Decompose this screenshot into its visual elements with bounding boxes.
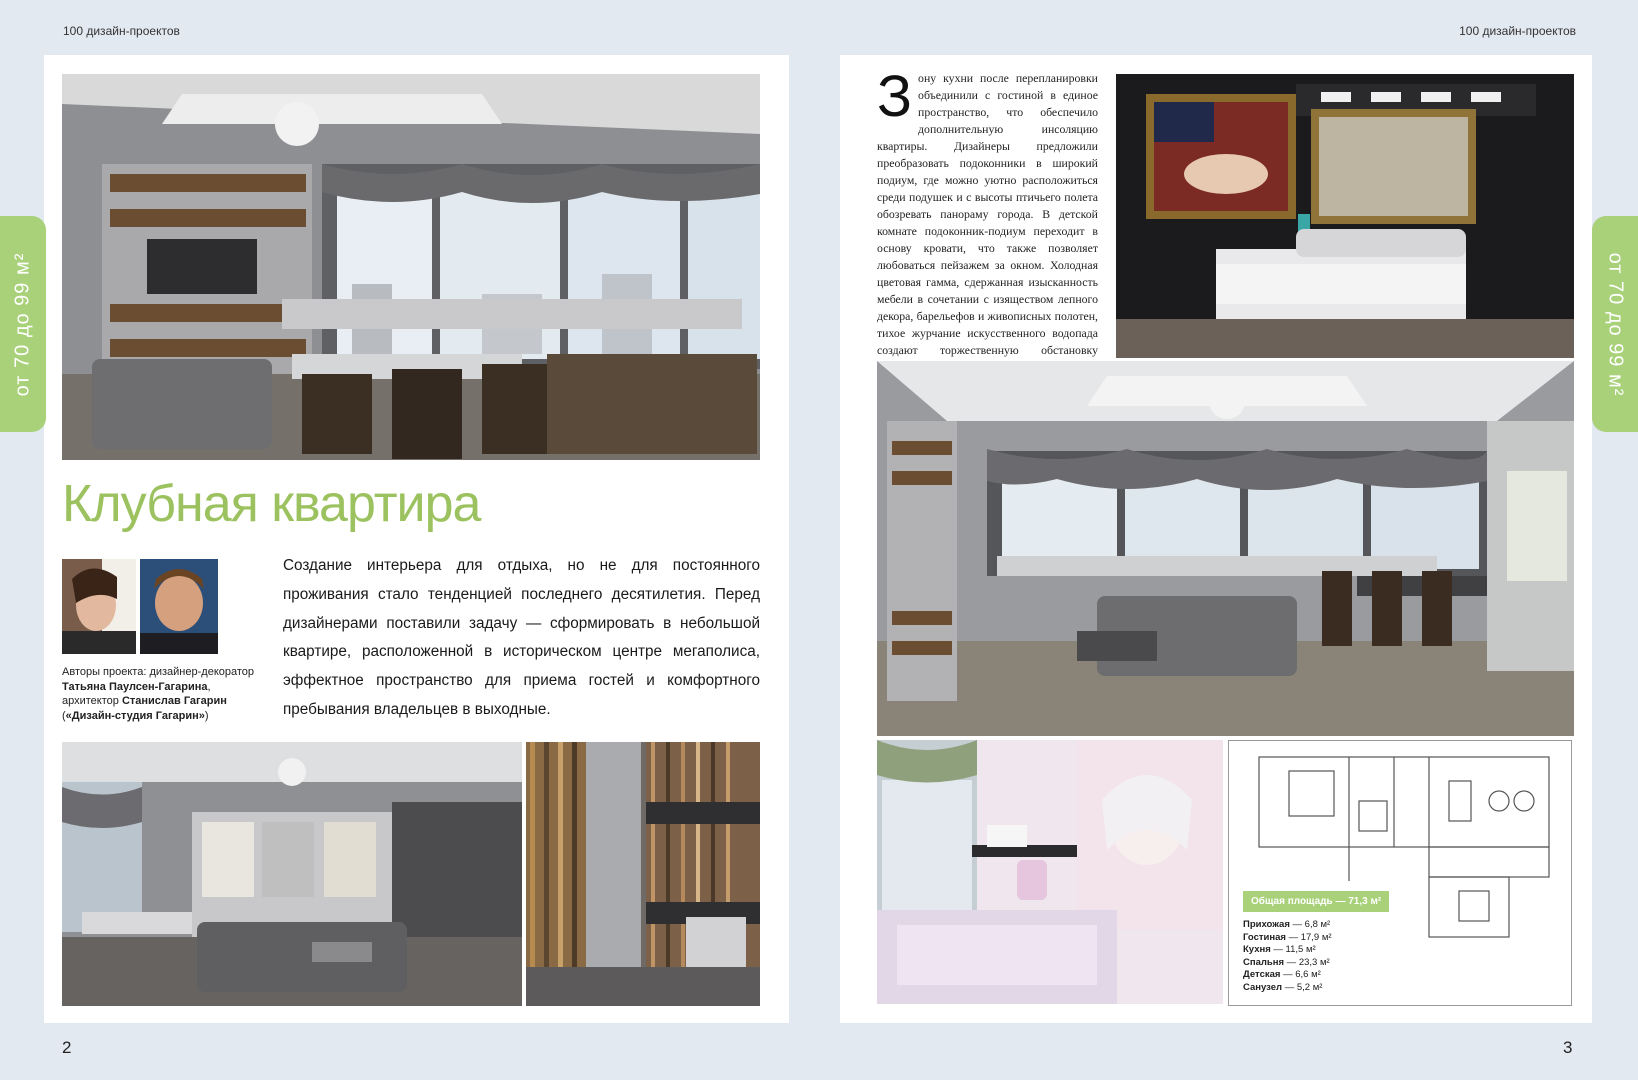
designer-portrait	[62, 559, 136, 654]
room-area-item: Кухня — 11,5 м²	[1243, 944, 1316, 956]
authors-lead: Авторы проекта: дизайнер-декоратор	[62, 666, 255, 678]
section-tab-label: от 70 до 99 м²	[1604, 252, 1627, 396]
section-tab-label: от 70 до 99 м²	[11, 252, 34, 396]
living-room-photo	[62, 74, 760, 460]
bathroom-photo	[526, 742, 760, 1006]
designer-name: Татьяна Паулсен-Гагарина	[62, 680, 208, 693]
kids-room-photo	[877, 740, 1223, 1004]
page-number-left: 2	[62, 1038, 72, 1057]
studio-name: «Дизайн-студия Гагарин»	[65, 709, 205, 722]
room-area-item: Прихожая — 6,8 м²	[1243, 919, 1331, 930]
architect-name: Станислав Гагарин	[121, 695, 227, 707]
section-tab-left	[0, 216, 46, 432]
running-title-left: 100 дизайн-проектов	[63, 24, 180, 38]
room-area-item: Детская — 6,6 м²	[1243, 969, 1321, 981]
lounge-photo	[62, 742, 522, 1006]
room-area-item: Спальня — 23,3 м²	[1243, 956, 1330, 968]
room-area-item: Гостиная — 17,9 м²	[1243, 931, 1332, 943]
architect-portrait	[140, 559, 218, 654]
room-area-list	[1243, 919, 1332, 995]
room-area-item: Санузел — 5,2 м²	[1243, 981, 1323, 993]
project-authors: Авторы проекта: дизайнер-декоратор Татьяна Паулсен-Гагарина, архитектор Станислав Гагарин («Дизайн-студия Гагарин»)	[62, 665, 262, 723]
drop-cap: З	[877, 64, 913, 129]
total-area-badge: Общая площадь — 71,3 м²	[1243, 891, 1389, 912]
floor-plan	[1228, 740, 1572, 1006]
page-number-right: 3	[1563, 1038, 1573, 1057]
architect-prefix: архитектор	[62, 695, 119, 707]
bedroom-photo	[1116, 74, 1574, 358]
article-title: Клубная квартира	[62, 475, 481, 533]
intro-paragraph: Создание интерьера для отдыха, но не для постоянного проживания стало тенденцией последнего десятилетия. Перед дизайнерами поставили задачу — сформировать в небольшой квартире, расположенной в историческом центре мегаполиса, эффектное пространство для приема гостей и комфортного пребывания владельцев в выходные.	[283, 557, 760, 718]
running-title-right: 100 дизайн-проектов	[1459, 24, 1576, 38]
body-text	[877, 64, 1098, 376]
body-paragraph: ону кухни после перепланировки объединили с гостиной в единое пространство, что обеспечило дополнительную инсоляцию квартиры. Дизайнеры предложили преобразовать подоконники в широкий подиум, где можно уютно расположиться среди подушек и с высоты птичьего полета обозревать панораму города. В детской комнате подоконник-подиум переходит в основу кровати, что также позволяет любоваться пейзажем за окном. Холодная цветовая гамма, сдержанная изысканность мебели в сочетании с изяществом лепного декора, барельефов и живописных полотен, тихое журчание искусственного водопада создают торжественную обстановку	[877, 71, 1098, 357]
living-room-wide-photo	[877, 361, 1574, 736]
section-tab-right	[1592, 216, 1638, 432]
